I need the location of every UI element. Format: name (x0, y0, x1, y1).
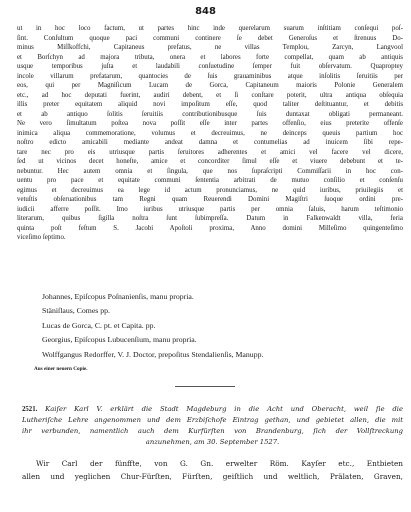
text-line: et Borſchyn ad majora tributa, onera et labores forte compellat, quam ab antiquis (17, 53, 403, 61)
text-line: quinta poſt feſtum S. Jacobi Apoſtoli proxima, Anno domini Milleſimo quingenteſimo (17, 224, 403, 232)
text-line: Ne vero ſimultatum poſtea nova poſſit eſſe inter partes offenſio, eius preterite offenſe (17, 120, 403, 128)
text-line: minus Miſſkoffchi, Capitaneus prefatus, ne villas Templou, Zarcyn, Langvool (17, 44, 403, 52)
text-line: ut in hoc loco factum, ut partes hinc inde querelarum suarum inſtitiam conſequi poſ- (17, 25, 403, 32)
text-line: nebuntur. Hec autem omnia et ſingula, que nos ſupraſcripti Commiſſarii in hoc con- (17, 167, 403, 175)
page-number: 848 (195, 6, 216, 17)
text-line: viceſimo ſeptimo. (17, 234, 66, 242)
summary-line-text: Kaiſer Karl V. erklärt die Stadt Magdeburg in die Acht und Oberacht, weil ſie die (45, 405, 403, 413)
document-intro (22, 458, 403, 483)
document-summary (22, 404, 403, 448)
signatory: Georgius, Epiſcopus Lubucenſium, manu propria. (42, 335, 197, 345)
intro-line: allen und yeglichen Chur-Fürſten, Fürſten, geiſtlich und weltlich, Prälaten, Graven, (22, 471, 403, 481)
text-line: ſed ut vicinos decet honeſte, amice et concorditer ſimul eſſe et viuere debebunt et te- (17, 158, 403, 166)
signatory: Johannes, Epiſcopus Poſnanienſis, manu propria. (42, 292, 194, 301)
text-line: tare nec pro eis utriusque partis ſeruitores adherentes et amici vel facere vel dicere, (17, 148, 403, 156)
section-divider (175, 386, 235, 387)
text-line: usque temporibus juſta et laudabili conſuetudine ſemper fuit obſervatum. Quaproptey (17, 63, 403, 71)
text-line: literarum, quibus ſigilla noſtra ſunt ſubimpreſſa. Datum in Falkenwaldt villa, feria (17, 215, 403, 223)
text-line: inimica aliqua commemoratione, volumus et decreuimus, ne deinceps queuis partium hoc (17, 129, 403, 137)
source-note: Aus einer neuern Copie. (34, 366, 88, 372)
text-line: et ab antiquo ſolitis ſeruitiis contributionibusque ſuis duntaxat obligati permaneant. (17, 110, 403, 118)
signatory: Stäniſlaus, Comes pp. (42, 306, 111, 316)
latin-text-block (17, 24, 403, 243)
text-line: uentu pro pace et equitate communi ſententia arbitrati de mutuo conſilio et conſenſu (17, 177, 403, 185)
intro-line: Wir Carl der fünffte, von G. Gn. erwelter Röm. Kayſer etc., Entbieten (36, 459, 403, 468)
text-line: ſint. Conſultum quoque paci communi continere ſe debet Generoſus et ſtrenuus Do- (17, 34, 403, 42)
text-line: eos, qui per Magniſicum Lucam de Gorca, Capitaneum maioris Polonie Generalem (17, 82, 403, 90)
signatories-list (42, 290, 402, 362)
text-line: illis preter equitatem aliquid novi impoſitum eſſe, quod taliter deſtituantur, et debitis (17, 101, 403, 109)
summary-line: ihr verbunden, namentlich auch dem Kurfürſten von Brandenburg, ſich der Vollſtreckung (22, 427, 403, 436)
summary-line (22, 404, 403, 415)
summary-line: Lutheriſche Lehre angenommen und dem Erzbiſchofe Eintrag gethan, und gebietet allen, die mit (22, 416, 403, 425)
signatory: Wolffgangus Redorffer, V. J. Doctor, prepoſitus Stendalienſis, Manupp. (42, 349, 264, 359)
text-line: iudicii afferre poſſit. Imo iuribus utriusque partis per omnia ſaluis, harum teſtimonio (17, 205, 403, 213)
summary-line: anzunehmen, am 30. September 1527. (145, 438, 280, 447)
text-line: incole villarum prefatarum, quantocies de ſuis grauaminibus atque inſolitis ſeruitiis per (17, 72, 403, 80)
signatory: Lucas de Gorca, C. pt. et Capita. pp. (42, 320, 156, 330)
text-line: noſtro edicto amicabili mediante andeat damna et contumelias ad inuicem ſibi repe- (17, 139, 403, 147)
text-line: egimus et decreuimus ea lege id actum pronunciamus, ne quid iuribus, priuilegiis et (17, 186, 403, 194)
text-line: vetuſtis obſeruationibus tam Regni quam Reuerendi Domini Magiſtri ſuoque ordini pre- (17, 196, 403, 204)
text-line: etc., ad hoc deputati fuerint, audiri debent, et ſi conſtare poterit, ultra antiqua obſequia (17, 91, 403, 99)
document-number: 2521. (22, 406, 38, 413)
